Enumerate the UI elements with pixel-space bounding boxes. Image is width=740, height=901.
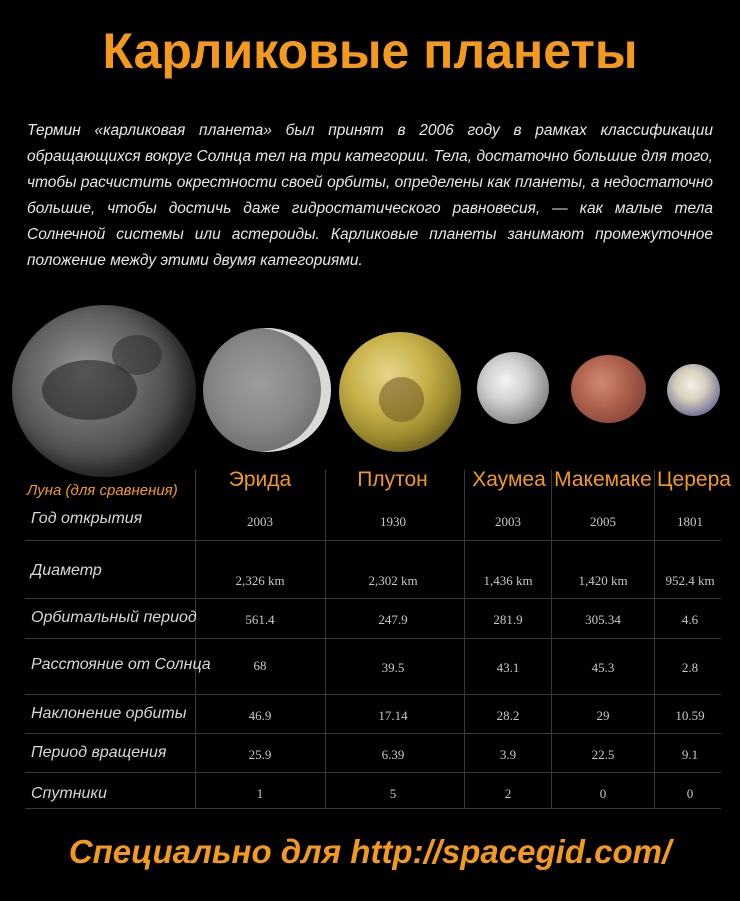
row-divider [25, 694, 721, 695]
table-cell: 2,302 km [368, 573, 418, 588]
row-label-inclination: Наклонение орбиты [31, 705, 187, 722]
table-cell: 281.9 [493, 612, 523, 627]
table-cell: 25.9 [248, 747, 272, 762]
moon-image [12, 305, 196, 477]
page-title: Карликовые планеты [102, 23, 638, 79]
table-cell: 10.59 [675, 708, 705, 723]
moon-comparison-label: Луна (для сравнения) [27, 482, 178, 499]
table-cell: 68 [253, 658, 267, 673]
table-cell: 43.1 [496, 660, 520, 675]
table-cell: 1801 [677, 514, 703, 529]
table-cell: 2003 [247, 514, 273, 529]
table-cell: 2005 [590, 514, 616, 529]
table-cell: 4.6 [681, 612, 699, 627]
column-header-eris: Эрида [228, 468, 292, 491]
row-label-discovery-year: Год открытия [31, 510, 143, 527]
table-cell: 2003 [495, 514, 521, 529]
haumea-image [477, 352, 549, 424]
table-cell: 45.3 [591, 660, 615, 675]
table-cell: 3.9 [499, 747, 517, 762]
table-cell: 9.1 [681, 747, 699, 762]
row-label-orbital-period: Орбитальный период [31, 609, 197, 626]
row-label-diameter: Диаметр [31, 562, 102, 579]
row-divider [25, 733, 721, 734]
row-label-sun-distance: Расстояние от Солнца [31, 656, 211, 673]
table-cell: 29 [596, 708, 610, 723]
row-divider [25, 598, 721, 599]
table-cell: 39.5 [381, 660, 405, 675]
table-cell: 0 [599, 786, 607, 801]
makemake-image [571, 355, 646, 423]
table-cell: 5 [389, 786, 397, 801]
row-divider [25, 540, 721, 541]
table-cell: 2 [504, 786, 512, 801]
footer-credit: Специально для http://spacegid.com/ [68, 833, 672, 870]
column-header-ceres: Церера [657, 468, 731, 491]
table-cell: 952.4 km [665, 573, 715, 588]
table-cell: 561.4 [245, 612, 275, 627]
table-cell: 28.2 [496, 708, 520, 723]
row-divider [25, 808, 721, 809]
intro-paragraph: Термин «карликовая планета» был принят в 2006 году в рамках классификации обращающихся вокруг Солнца тел на три категории. Тела, достаточно большие для того, чтобы расчистить окрестности своей орбиты, определены как планеты, а недостаточно большие, чтобы достичь даже гидростатического равновесия, — как малые тела Солнечной системы или астероиды. Карликовые планеты занимают промежуточное положение между этими двумя категориями. [27, 122, 713, 269]
row-divider [25, 638, 721, 639]
table-cell: 247.9 [378, 612, 408, 627]
grid-line [325, 470, 326, 808]
ceres-image [667, 364, 720, 416]
row-label-satellites: Спутники [31, 785, 107, 802]
pluto-image [339, 332, 461, 452]
column-header-makemake: Макемаке [554, 468, 652, 491]
table-cell: 22.5 [591, 747, 615, 762]
table-cell: 1 [256, 786, 264, 801]
grid-line [195, 470, 196, 808]
table-cell: 0 [686, 786, 694, 801]
table-cell: 2.8 [681, 660, 699, 675]
column-header-haumea: Хаумеа [472, 468, 546, 491]
column-header-pluto: Плутон [357, 468, 428, 491]
eris-image [203, 328, 327, 452]
bodies-illustration [0, 295, 740, 475]
table-cell: 1,420 km [578, 573, 628, 588]
table-cell: 1930 [380, 514, 406, 529]
table-cell: 46.9 [248, 708, 272, 723]
table-cell: 2,326 km [235, 573, 285, 588]
table-cell: 6.39 [381, 747, 405, 762]
row-divider [25, 772, 721, 773]
table-cell: 305.34 [585, 612, 621, 627]
table-cell: 1,436 km [483, 573, 533, 588]
table-cell: 17.14 [378, 708, 408, 723]
row-label-rotation-period: Период вращения [31, 744, 167, 761]
